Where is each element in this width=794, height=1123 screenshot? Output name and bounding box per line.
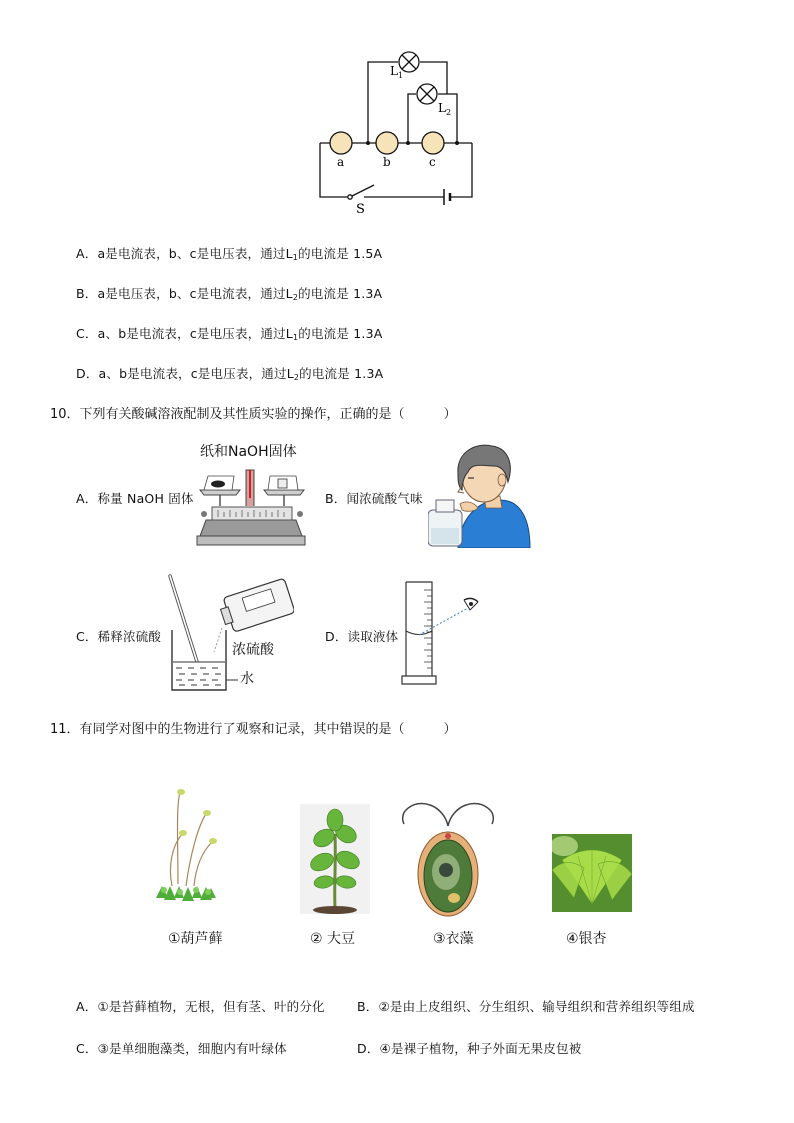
label-c: c <box>429 155 436 169</box>
caption-ginkgo: ④银杏 <box>566 931 607 947</box>
label-l1: $L_1$ <box>390 64 404 80</box>
label-water: 水 <box>240 671 254 687</box>
label-paper-naoh: 纸和NaOH固体 <box>200 444 297 460</box>
q9-option-c[interactable]: C．a、b是电流表，c是电压表，通过$L_1$的电流是 1.3A <box>76 326 383 342</box>
moss-image <box>150 786 220 910</box>
q10-option-d[interactable]: D．读取液体 <box>325 629 399 644</box>
q10-option-c[interactable]: C．稀释浓硫酸 <box>76 629 162 644</box>
meter-c <box>422 132 444 154</box>
ginkgo-image <box>552 834 632 912</box>
dilution-figure <box>164 572 294 694</box>
label-l2: $L_2$ <box>438 101 452 117</box>
q11-option-d[interactable]: D．④是裸子植物，种子外面无果皮包被 <box>357 1041 582 1056</box>
battery <box>444 189 450 205</box>
label-a: a <box>337 155 345 169</box>
label-conc-acid: 浓硫酸 <box>232 642 274 658</box>
lamp-l1 <box>399 52 419 72</box>
caption-moss: ①葫芦藓 <box>168 931 223 947</box>
q9-option-b[interactable]: B．a是电压表，b、c是电流表，通过$L_2$的电流是 1.3A <box>76 286 383 302</box>
label-s: S <box>356 202 365 217</box>
q11-option-a[interactable]: A．①是苔藓植物，无根，但有茎、叶的分化 <box>76 999 325 1014</box>
q11-stem: 11．有同学对图中的生物进行了观察和记录，其中错误的是（ ） <box>50 722 457 737</box>
caption-soybean: ② 大豆 <box>310 931 356 947</box>
caption-chlamydomonas: ③衣藻 <box>433 931 474 947</box>
cylinder-figure <box>398 578 488 688</box>
meter-a <box>330 132 352 154</box>
q10-stem: 10．下列有关酸碱溶液配制及其性质实验的操作，正确的是（ ） <box>50 407 457 422</box>
smelling-figure <box>428 438 532 548</box>
chlamydomonas-image <box>400 796 496 920</box>
lamp-l2 <box>417 84 437 104</box>
q10-option-b[interactable]: B．闻浓硫酸气味 <box>325 491 423 506</box>
circuit-diagram <box>310 42 490 217</box>
label-b: b <box>383 155 391 169</box>
q9-option-d[interactable]: D．a、b是电流表，c是电压表，通过$L_2$的电流是 1.3A <box>76 366 384 382</box>
q11-option-c[interactable]: C．③是单细胞藻类，细胞内有叶绿体 <box>76 1041 287 1056</box>
q10-option-a[interactable]: A．称量 NaOH 固体 <box>76 491 194 506</box>
eye-icon <box>464 598 478 610</box>
soybean-image <box>300 804 370 914</box>
meter-b <box>376 132 398 154</box>
q9-option-a[interactable]: A．a是电流表，b、c是电压表，通过$L_1$的电流是 1.5A <box>76 246 383 262</box>
q11-option-b[interactable]: B．②是由上皮组织、分生组织、输导组织和营养组织等组成 <box>357 999 695 1014</box>
